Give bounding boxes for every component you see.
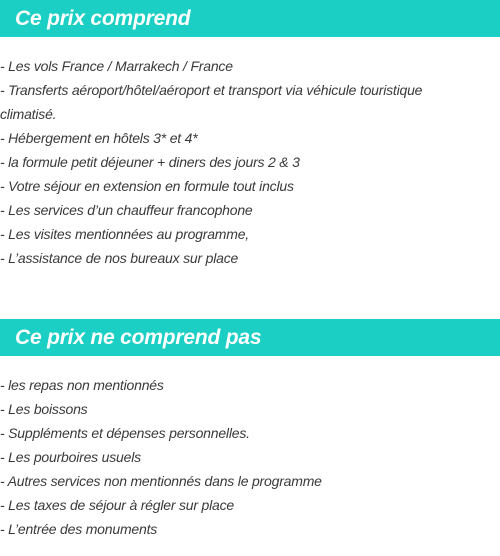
section-header-included bbox=[0, 0, 500, 37]
list-item: - Les pourboires usuels bbox=[0, 449, 141, 465]
list-item: - la formule petit déjeuner + diners des jours 2 & 3 bbox=[0, 154, 300, 170]
section-title-included: Ce prix comprend bbox=[15, 7, 191, 30]
list-item: - L’entrée des monuments bbox=[0, 521, 158, 537]
list-item: - Les taxes de séjour à régler sur place bbox=[0, 497, 235, 513]
list-item: - Votre séjour en extension en formule tout inclus bbox=[0, 178, 294, 194]
list-item: - Les visites mentionnées au programme, bbox=[0, 226, 249, 242]
list-item: - les repas non mentionnés bbox=[0, 377, 164, 393]
section-title-excluded: Ce prix ne comprend pas bbox=[15, 326, 262, 349]
list-item: - L’assistance de nos bureaux sur place bbox=[0, 250, 239, 266]
list-item: - Les boissons bbox=[0, 401, 88, 417]
list-item: - Suppléments et dépenses personnelles. bbox=[0, 425, 250, 441]
included-items-list bbox=[0, 54, 500, 270]
list-item: - Les services d’un chauffeur francophone bbox=[0, 202, 253, 218]
excluded-items-list bbox=[0, 373, 500, 541]
list-item: - Les vols France / Marrakech / France bbox=[0, 58, 233, 74]
list-item: - Autres services non mentionnés dans le programme bbox=[0, 473, 322, 489]
section-header-excluded bbox=[0, 319, 500, 356]
list-item: - Transferts aéroport/hôtel/aéroport et transport via véhicule touristique climatisé. bbox=[0, 82, 423, 122]
list-item: - Hébergement en hôtels 3* et 4* bbox=[0, 130, 198, 146]
